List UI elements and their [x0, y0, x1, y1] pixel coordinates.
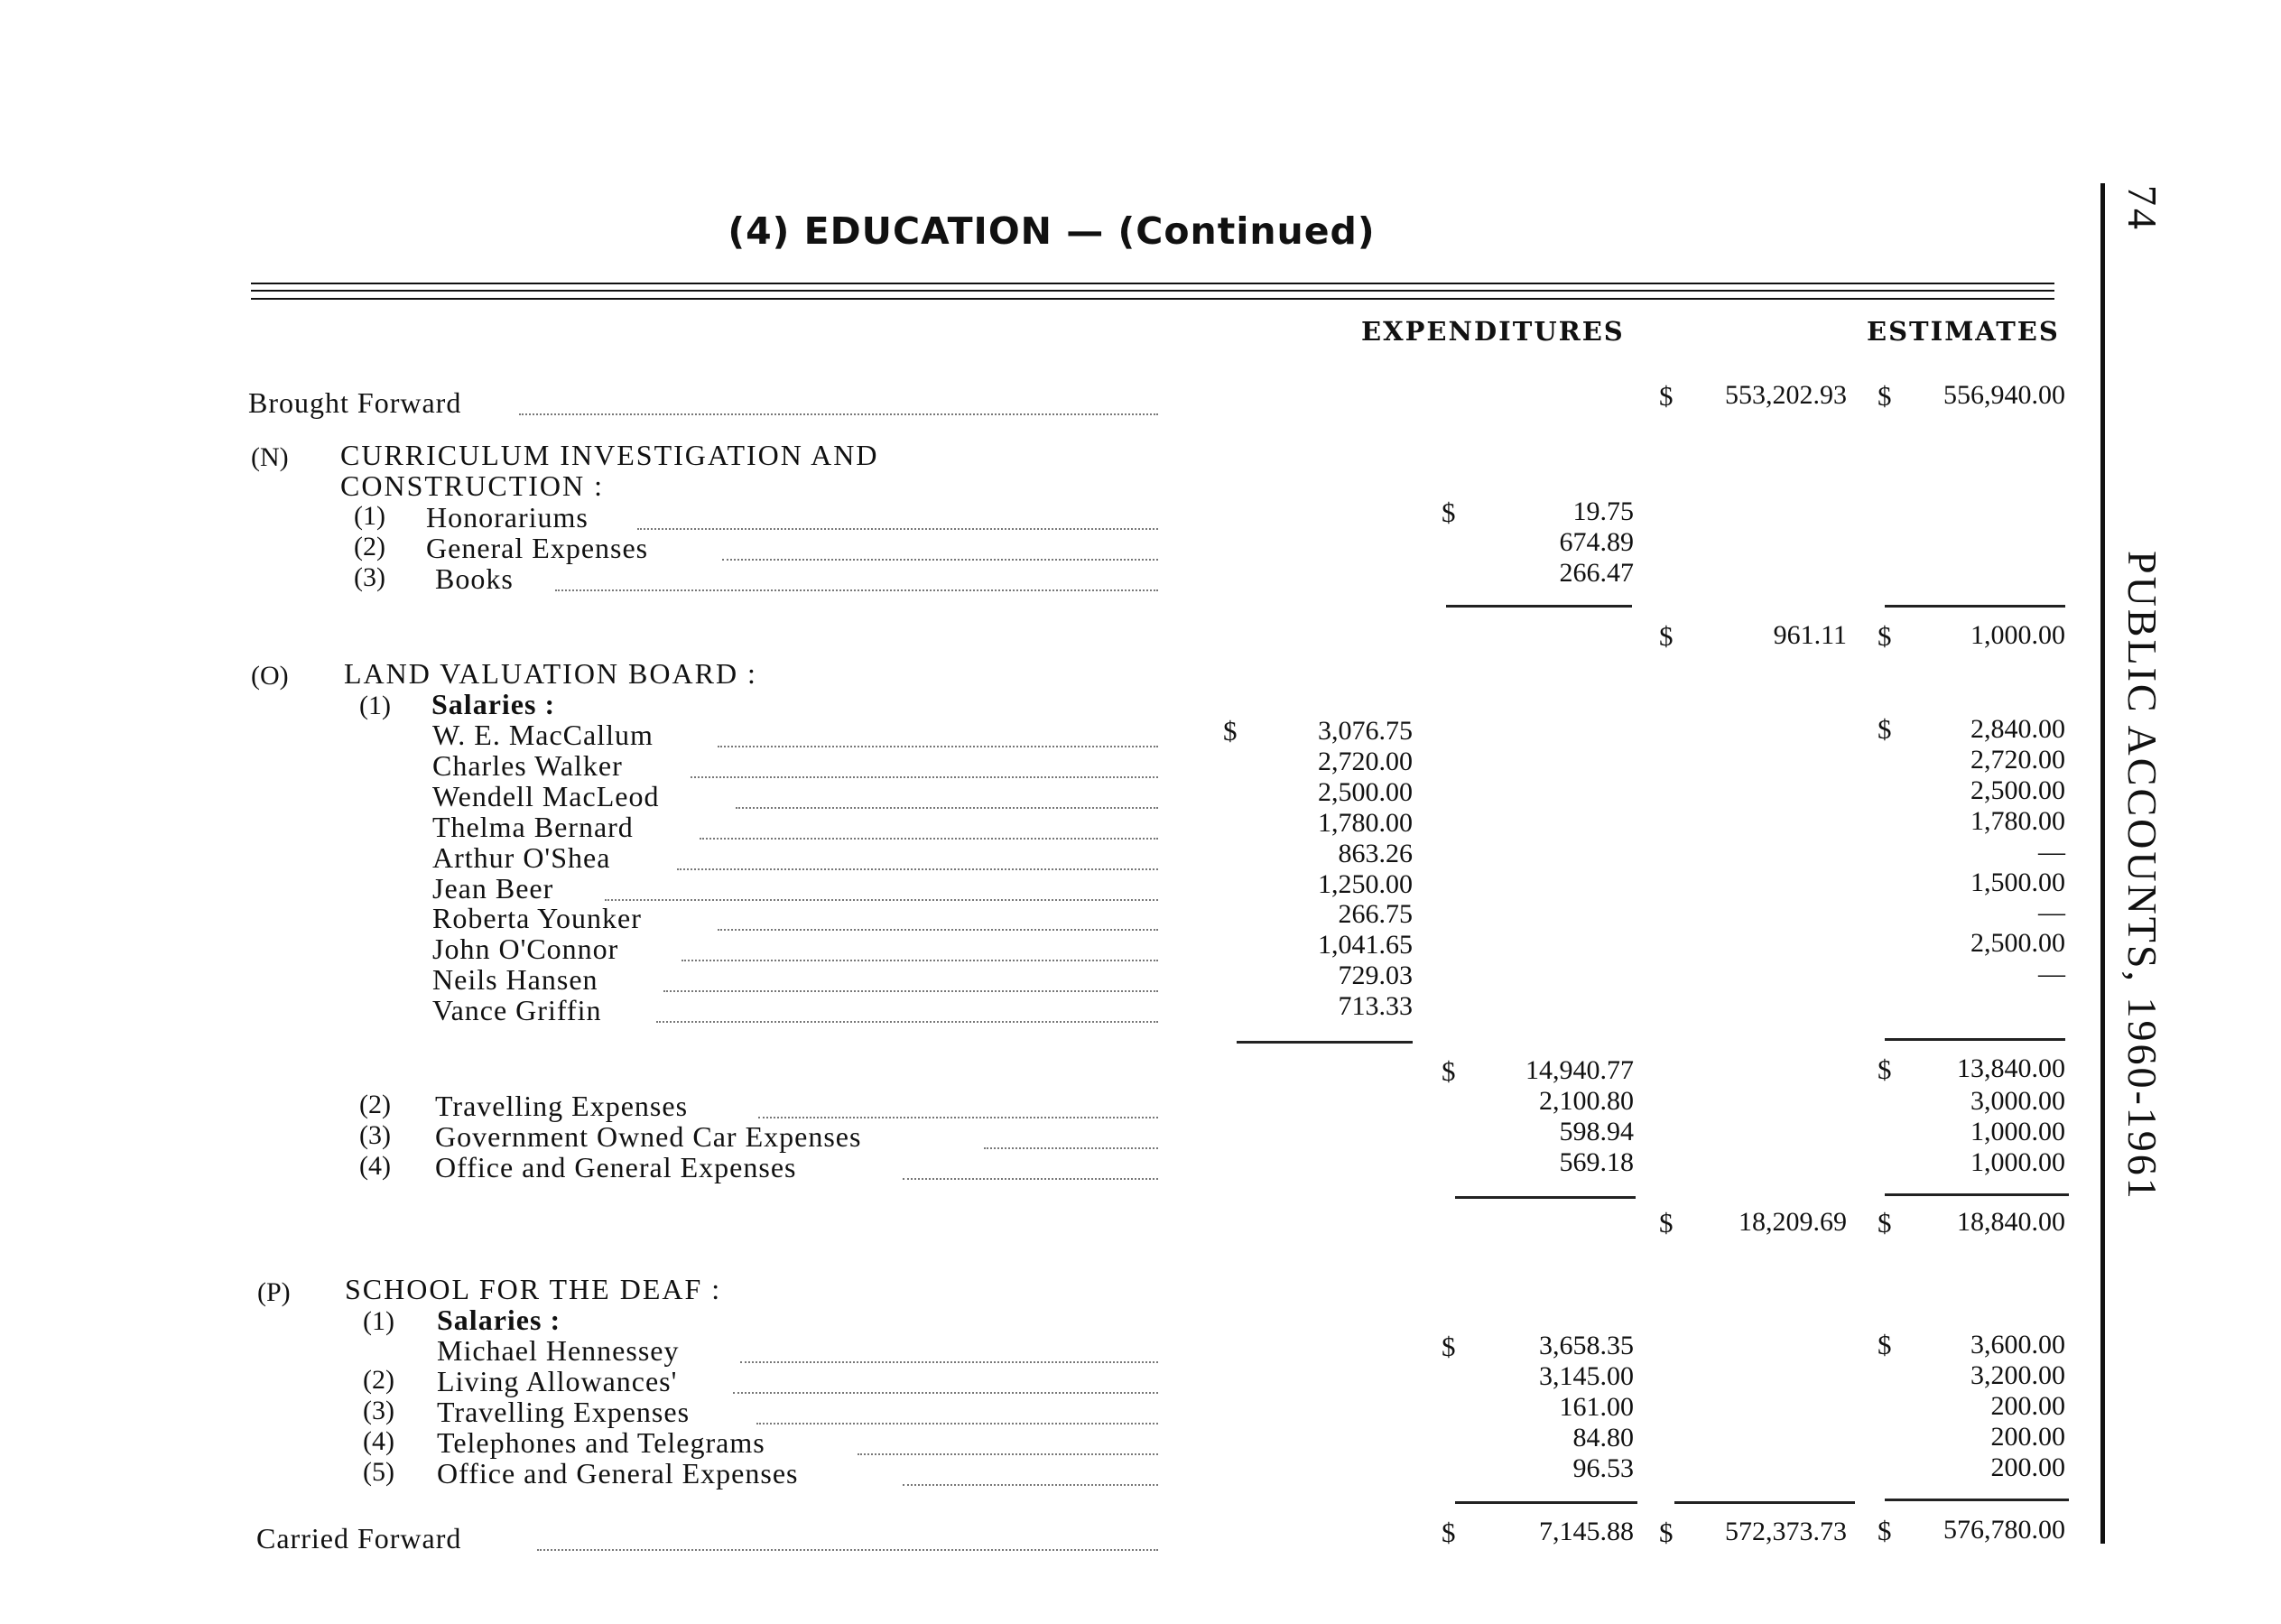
dollar-sign: $: [1878, 620, 1892, 652]
sum-rule: [1885, 605, 2065, 608]
item-label: Books: [435, 562, 514, 595]
carried-forward-total: 572,373.73: [1725, 1517, 1847, 1546]
section-letter: (N): [251, 442, 289, 472]
brought-forward-estimate: 556,940.00: [1943, 380, 2065, 410]
dollar-sign: $: [1878, 1329, 1892, 1360]
dollar-sign: $: [1442, 1055, 1456, 1087]
salary-estimate: 2,500.00: [1970, 928, 2065, 958]
section-heading: SCHOOL FOR THE DEAF :: [345, 1273, 722, 1305]
item-number: (1): [359, 691, 391, 720]
salary-name: Thelma Bernard: [432, 811, 634, 843]
dot-leader: [722, 559, 1158, 561]
dot-leader: [691, 776, 1158, 778]
dollar-sign: $: [1878, 1207, 1892, 1239]
item-amount: 3,145.00: [1539, 1361, 1634, 1391]
item-number: (2): [359, 1090, 391, 1119]
salaries-total: 14,940.77: [1525, 1055, 1634, 1085]
item-number: (3): [354, 562, 385, 592]
dollar-sign: $: [1223, 715, 1238, 747]
salary-name: Charles Walker: [432, 749, 623, 782]
item-number: (1): [354, 501, 385, 531]
carried-forward-label: Carried Forward: [256, 1522, 462, 1554]
salary-amount: 1,041.65: [1318, 930, 1413, 960]
item-label: General Expenses: [426, 532, 649, 564]
item-amount: 2,100.80: [1539, 1086, 1634, 1116]
item-amount: 674.89: [1559, 527, 1634, 557]
sum-rule: [1455, 1196, 1636, 1199]
dot-leader: [537, 1549, 1158, 1551]
salary-name: Neils Hansen: [432, 963, 598, 996]
item-number: (2): [354, 532, 385, 561]
section-estimate: 18,840.00: [1957, 1207, 2065, 1237]
salary-amount: 863.26: [1338, 839, 1413, 868]
item-amount: 3,658.35: [1539, 1331, 1634, 1360]
item-label: Travelling Expenses: [437, 1396, 691, 1428]
salary-estimate: 2,500.00: [1970, 775, 2065, 805]
sum-rule: [1237, 1041, 1413, 1044]
item-number: (4): [363, 1426, 394, 1456]
sum-rule: [1674, 1501, 1855, 1504]
item-number: (3): [363, 1396, 394, 1425]
dot-leader: [682, 960, 1158, 961]
header-rule: [251, 290, 2054, 292]
salary-name: Vance Griffin: [432, 994, 602, 1026]
page-title: (4) EDUCATION — (Continued): [728, 209, 1376, 253]
carried-forward-subtotal: 7,145.88: [1539, 1517, 1634, 1546]
item-label: Travelling Expenses: [435, 1090, 689, 1122]
item-estimate: 200.00: [1990, 1422, 2065, 1452]
dot-leader: [718, 929, 1158, 931]
page-number: 74: [2119, 185, 2165, 232]
item-amount: 84.80: [1572, 1423, 1634, 1452]
item-estimate: 1,000.00: [1970, 1117, 2065, 1146]
dot-leader: [903, 1484, 1158, 1486]
item-label: Office and General Expenses: [435, 1151, 797, 1183]
dot-leader: [718, 746, 1158, 747]
item-label: Office and General Expenses: [437, 1457, 799, 1489]
brought-forward-label: Brought Forward: [248, 386, 462, 419]
item-number: (3): [359, 1120, 391, 1150]
dot-leader: [733, 1392, 1158, 1394]
item-amount: 266.47: [1559, 558, 1634, 588]
item-number: (1): [363, 1306, 394, 1336]
sum-rule: [1455, 1501, 1637, 1504]
dollar-sign: $: [1878, 1515, 1892, 1546]
salaries-label: Salaries :: [437, 1304, 561, 1336]
salary-estimate: 2,840.00: [1970, 714, 2065, 744]
salary-amount: 2,500.00: [1318, 777, 1413, 807]
salary-name: Arthur O'Shea: [432, 841, 611, 874]
salary-estimate: 1,500.00: [1970, 868, 2065, 897]
sum-rule: [1885, 1499, 2069, 1501]
item-amount: 96.53: [1572, 1453, 1634, 1483]
dot-leader: [519, 413, 1158, 415]
salary-estimate: —: [2038, 837, 2065, 867]
dot-leader: [656, 1021, 1158, 1023]
item-amount: 569.18: [1559, 1147, 1634, 1177]
salaries-label: Salaries :: [431, 688, 556, 720]
dollar-sign: $: [1659, 620, 1674, 652]
salary-amount: 3,076.75: [1318, 716, 1413, 746]
item-amount: 161.00: [1559, 1392, 1634, 1422]
item-label: Telephones and Telegrams: [437, 1426, 765, 1459]
dot-leader: [736, 807, 1158, 809]
section-heading: LAND VALUATION BOARD :: [344, 657, 757, 690]
dot-leader: [663, 990, 1158, 992]
salary-name: W. E. MacCallum: [432, 719, 654, 751]
salary-name: John O'Connor: [432, 933, 619, 965]
item-number: (4): [359, 1151, 391, 1181]
sum-rule: [1446, 605, 1632, 608]
expenditures-heading: EXPENDITURES: [1361, 316, 1625, 347]
salary-amount: 2,720.00: [1318, 747, 1413, 776]
section-letter: (P): [257, 1277, 291, 1307]
salary-estimate: —: [2038, 959, 2065, 988]
running-title: PUBLIC ACCOUNTS, 1960-1961: [2119, 551, 2165, 1202]
dollar-sign: $: [1659, 380, 1674, 412]
salary-estimate: —: [2038, 897, 2065, 927]
item-number: (5): [363, 1457, 394, 1487]
item-label: Living Allowances': [437, 1365, 678, 1397]
salary-amount: 1,250.00: [1318, 869, 1413, 899]
item-estimate: 3,000.00: [1970, 1086, 2065, 1116]
salary-name: Wendell MacLeod: [432, 780, 660, 812]
salary-amount: 1,780.00: [1318, 808, 1413, 838]
header-rule: [251, 283, 2054, 284]
margin-rule: [2100, 183, 2105, 1544]
dollar-sign: $: [1878, 713, 1892, 745]
dot-leader: [555, 589, 1158, 591]
dollar-sign: $: [1659, 1517, 1674, 1548]
dot-leader: [637, 528, 1158, 530]
section-total: 18,209.69: [1739, 1207, 1847, 1237]
section-heading: CONSTRUCTION :: [340, 469, 605, 502]
dot-leader: [700, 838, 1158, 840]
dollar-sign: $: [1878, 380, 1892, 412]
section-total: 961.11: [1773, 620, 1847, 650]
item-label: Honorariums: [426, 501, 589, 534]
salary-amount: 713.33: [1338, 991, 1413, 1021]
dollar-sign: $: [1878, 1053, 1892, 1085]
section-heading: CURRICULUM INVESTIGATION AND: [340, 439, 879, 471]
sum-rule: [1885, 1038, 2065, 1041]
item-number: (2): [363, 1365, 394, 1395]
carried-forward-estimate: 576,780.00: [1943, 1515, 2065, 1545]
section-estimate: 1,000.00: [1970, 620, 2065, 650]
brought-forward-total: 553,202.93: [1725, 380, 1847, 410]
dot-leader: [984, 1147, 1158, 1149]
item-amount: 598.94: [1559, 1117, 1634, 1146]
dollar-sign: $: [1442, 496, 1456, 528]
salary-name: Jean Beer: [432, 872, 554, 905]
sum-rule: [1885, 1193, 2069, 1196]
salary-amount: 266.75: [1338, 899, 1413, 929]
dot-leader: [740, 1361, 1158, 1363]
dot-leader: [677, 868, 1158, 870]
salary-estimate: 2,720.00: [1970, 745, 2065, 775]
item-estimate: 200.00: [1990, 1452, 2065, 1482]
header-rule: [251, 298, 2054, 300]
item-label: Michael Hennessey: [437, 1334, 680, 1367]
item-estimate: 3,200.00: [1970, 1360, 2065, 1390]
item-estimate: 200.00: [1990, 1391, 2065, 1421]
dot-leader: [858, 1453, 1158, 1455]
estimates-heading: ESTIMATES: [1867, 316, 2060, 347]
dollar-sign: $: [1659, 1207, 1674, 1239]
item-estimate: 3,600.00: [1970, 1330, 2065, 1360]
dollar-sign: $: [1442, 1517, 1456, 1548]
section-letter: (O): [251, 661, 289, 691]
salaries-estimate: 13,840.00: [1957, 1053, 2065, 1083]
item-label: Government Owned Car Expenses: [435, 1120, 862, 1153]
item-estimate: 1,000.00: [1970, 1147, 2065, 1177]
salary-name: Roberta Younker: [432, 902, 642, 934]
dot-leader: [756, 1423, 1158, 1424]
salary-estimate: 1,780.00: [1970, 806, 2065, 836]
dot-leader: [903, 1178, 1158, 1180]
dot-leader: [605, 899, 1158, 901]
dot-leader: [758, 1117, 1158, 1118]
salary-amount: 729.03: [1338, 960, 1413, 990]
dollar-sign: $: [1442, 1331, 1456, 1362]
item-amount: 19.75: [1572, 496, 1634, 526]
